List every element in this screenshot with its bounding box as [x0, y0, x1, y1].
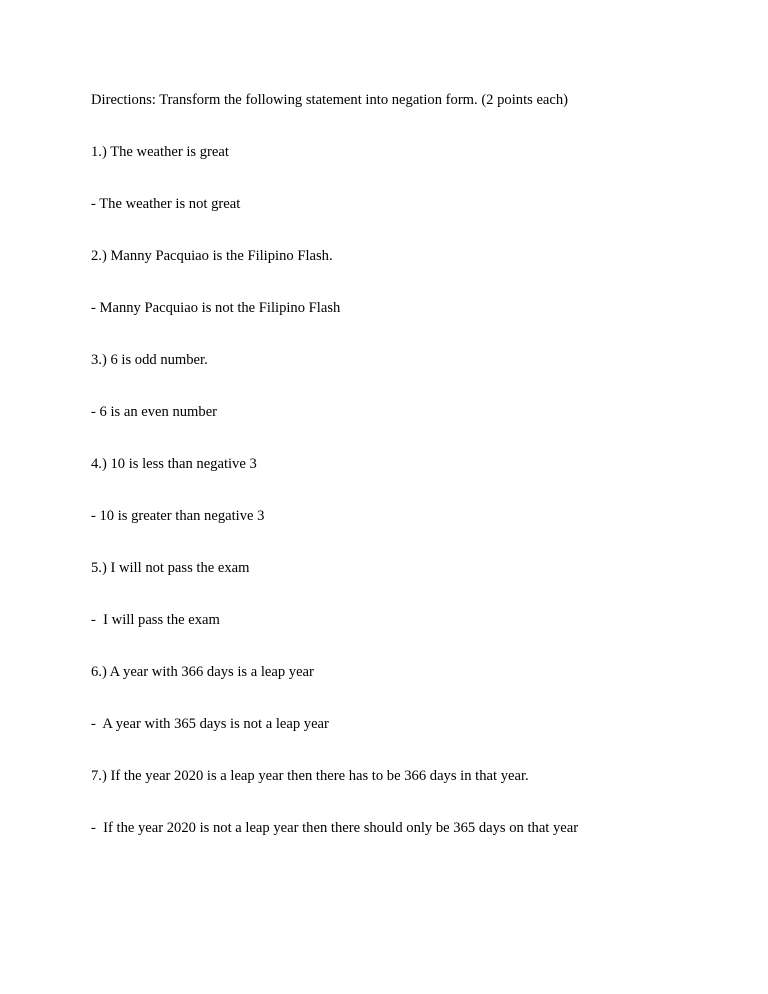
directions-text: Directions: Transform the following statement into negation form. (2 points each)	[91, 92, 569, 108]
question-6: 6.) A year with 366 days is a leap year	[91, 664, 314, 680]
answer-7: - If the year 2020 is not a leap year then there should only be 365 days on that year	[91, 820, 579, 836]
question-7: 7.) If the year 2020 is a leap year then there has to be 366 days in that year.	[91, 768, 529, 784]
answer-6: - A year with 365 days is not a leap year	[91, 716, 329, 732]
question-2: 2.) Manny Pacquiao is the Filipino Flash.	[91, 248, 333, 264]
answer-4: - 10 is greater than negative 3	[91, 508, 265, 524]
question-5: 5.) I will not pass the exam	[91, 560, 250, 576]
answer-2: - Manny Pacquiao is not the Filipino Flash	[91, 300, 341, 316]
answer-1: - The weather is not great	[91, 196, 241, 212]
question-1: 1.) The weather is great	[91, 144, 229, 160]
answer-3: - 6 is an even number	[91, 404, 218, 420]
question-3: 3.) 6 is odd number.	[91, 352, 208, 368]
question-4: 4.) 10 is less than negative 3	[91, 456, 257, 472]
answer-5: - I will pass the exam	[91, 612, 220, 628]
